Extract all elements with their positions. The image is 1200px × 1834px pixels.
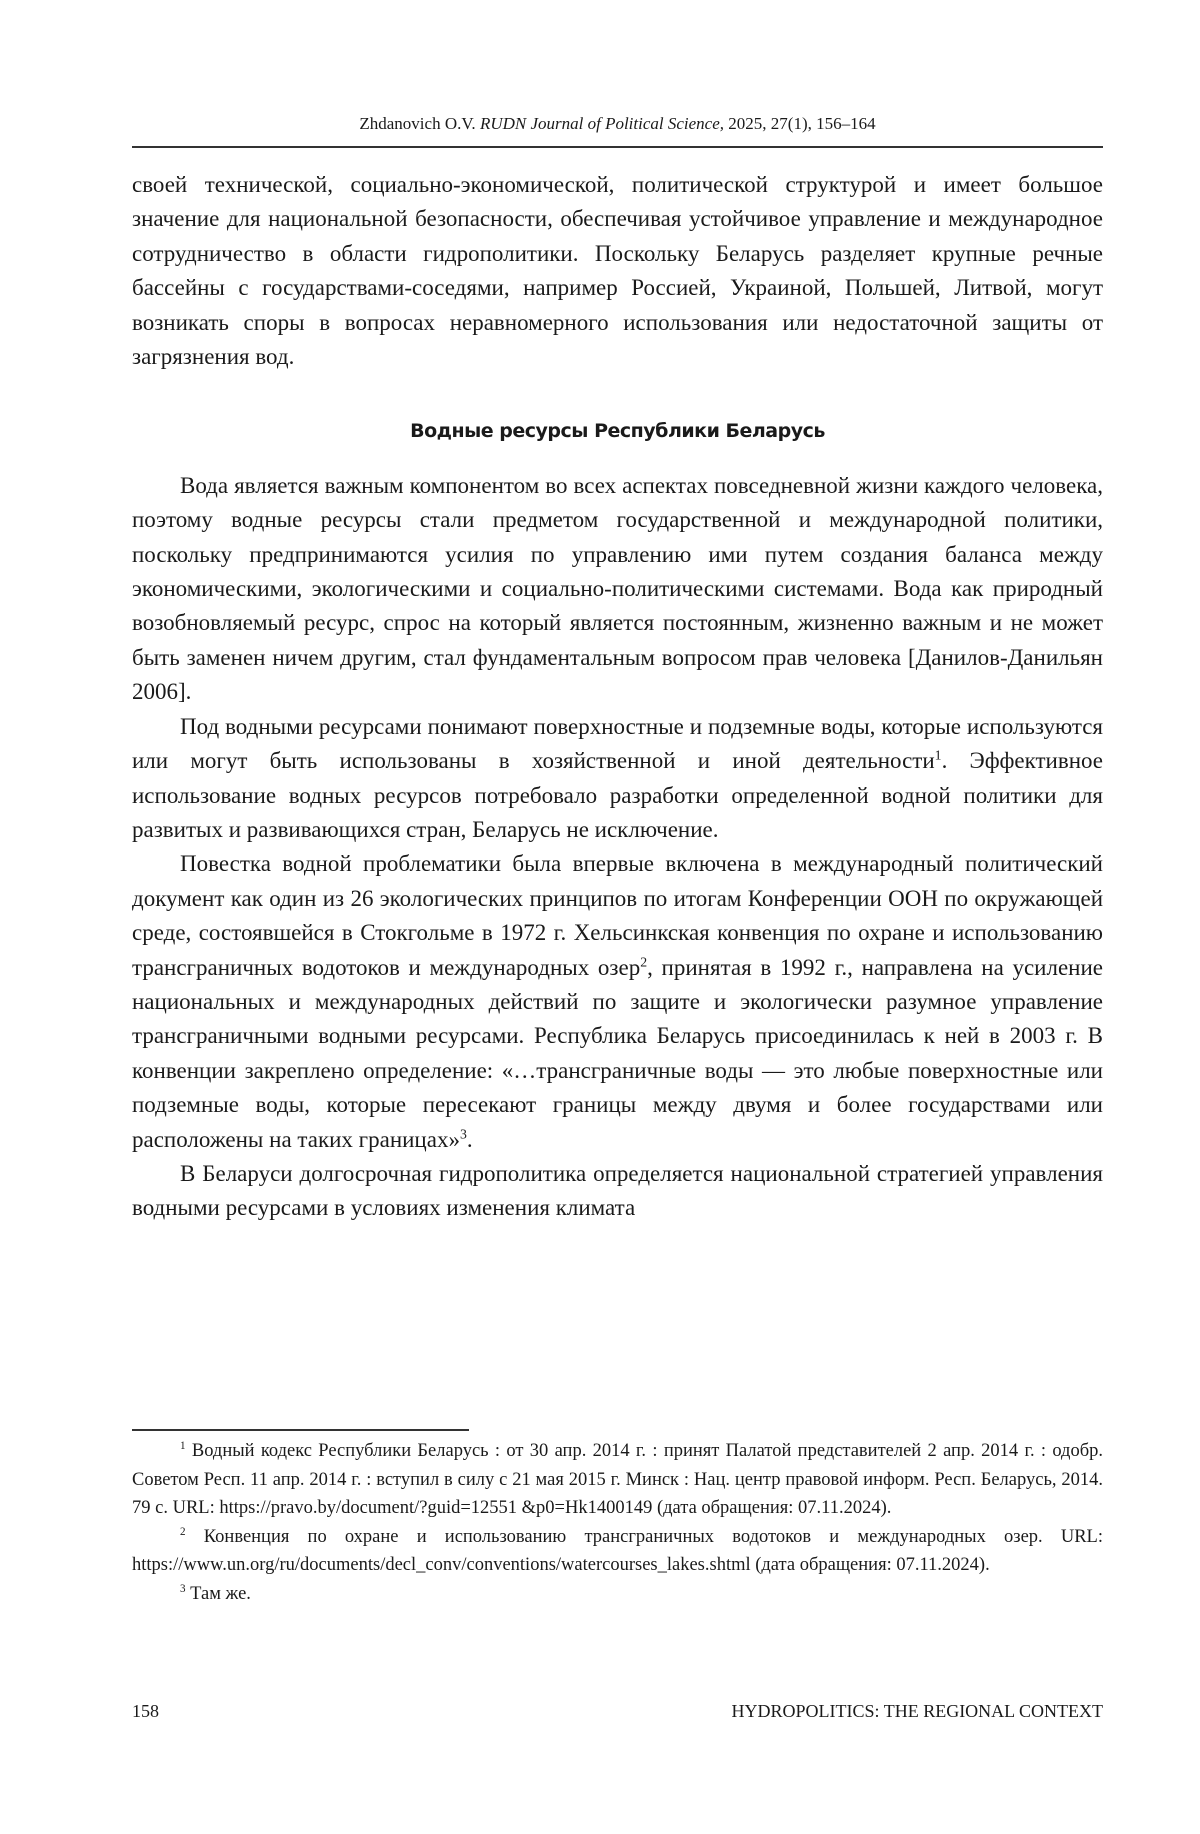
footnote-ref[interactable]: 3 — [460, 1126, 467, 1141]
paragraph: В Беларуси долгосрочная гидрополитика определяется национальной стратегией управления водными ресурсами в условиях изменения климата — [132, 1157, 1103, 1226]
header-rule — [132, 146, 1103, 148]
footnotes — [132, 1437, 1103, 1609]
header-citation: 2025, 27(1), 156–164 — [724, 114, 876, 133]
paragraph: Вода является важным компонентом во всех аспектах повседневной жизни каждого человека, поэтому водные ресурсы стали предметом государственной и международной политики, поскольку предпринимаются усилия по управлению ими путем создания баланса между экономическими, экологическими и социально-политическими системами. Вода как природный возобновляемый ресурс, спрос на который является постоянным, жизненно важным и не может быть заменен ничем другим, стал фундаментальным вопросом прав человека [Данилов-Данильян 2006]. — [132, 469, 1103, 710]
section-title: HYDROPOLITICS: THE REGIONAL CONTEXT — [732, 1701, 1103, 1722]
section-heading: Водные ресурсы Республики Беларусь — [132, 414, 1103, 448]
paragraph: Повестка водной проблематики была впервые включена в международный политический документ как один из 26 экологических принципов по итогам Конференции ООН по окружающей среде, состоявшейся в Стокгольме в 1972 г. Хельсинкская конвенция по охране и использованию трансграничных водотоков и международных озер2, принятая в 1992 г., направлена на усиление национальных и международных действий по защите и экологически разумное управление трансграничными водными ресурсами. Республика Беларусь присоединилась к ней в 2003 г. В конвенции закреплено определение: «…трансграничные воды — это любые поверхностные или подземные воды, которые пересекают границы между двумя и более государствами или расположены на таких границах»3. — [132, 847, 1103, 1157]
running-header — [132, 114, 1103, 134]
article-body — [132, 168, 1103, 1226]
footnote: 3 Там же. — [132, 1580, 1103, 1609]
running-footer — [132, 1701, 1103, 1722]
header-journal: RUDN Journal of Political Science, — [480, 114, 724, 133]
page-number: 158 — [132, 1701, 159, 1722]
footnote-rule — [132, 1429, 469, 1431]
paragraph: своей технической, социально-экономической, политической структурой и имеет большое значение для национальной безопасности, обеспечивая устойчивое управление и международное сотрудничество в области гидрополитики. Поскольку Беларусь разделяет крупные речные бассейны с государствами-соседями, например Россией, Украиной, Польшей, Литвой, могут возникать споры в вопросах неравномерного использования или недостаточной защиты от загрязнения вод. — [132, 168, 1103, 374]
footnote-ref[interactable]: 1 — [935, 747, 942, 762]
header-author: Zhdanovich O.V. — [359, 114, 475, 133]
footnote: 1 Водный кодекс Республики Беларусь : от 30 апр. 2014 г. : принят Палатой представителей 2 апр. 2014 г. : одобр. Советом Респ. 11 апр. 2014 г. : вступил в силу с 21 мая 2015 г. Минск : Нац. центр правовой информ. Респ. Беларусь, 2014. 79 с. URL: https://pravo.by/document/?guid=12551 &p0=Hk1400149 (дата обращения: 07.11.2024). — [132, 1437, 1103, 1523]
paragraph: Под водными ресурсами понимают поверхностные и подземные воды, которые используются или могут быть использованы в хозяйственной и иной деятельности1. Эффективное использование водных ресурсов потребовало разработки определенной водной политики для развитых и развивающихся стран, Беларусь не исключение. — [132, 710, 1103, 848]
footnote-ref[interactable]: 2 — [640, 954, 647, 969]
footnote: 2 Конвенция по охране и использованию трансграничных водотоков и международных озер. URL: https://www.un.org/ru/documents/decl_conv/conventions/watercourses_lakes.shtml (дата обращения: 07.11.2024). — [132, 1523, 1103, 1580]
